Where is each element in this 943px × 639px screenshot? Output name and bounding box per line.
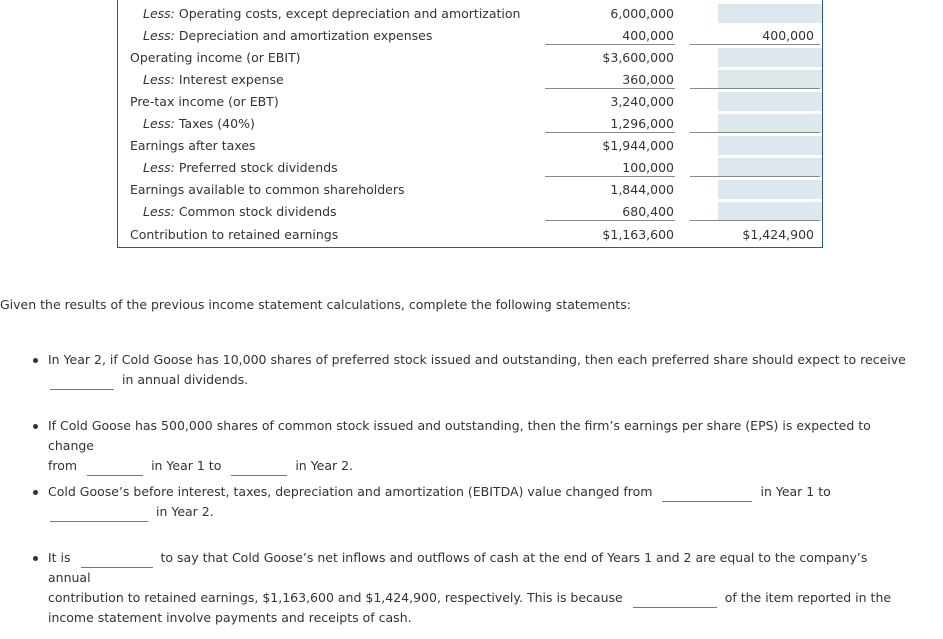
year2-input[interactable] bbox=[718, 136, 822, 155]
year2-input[interactable] bbox=[718, 70, 822, 89]
question-text: In Year 2, if Cold Goose has 10,000 shares of preferred stock issued and outstanding, then each preferred share should expect to receive bbox=[48, 352, 906, 367]
answer-blank-ebitda-year2[interactable] bbox=[50, 509, 148, 522]
answer-blank-preferred-dividend[interactable] bbox=[50, 377, 114, 390]
subtotal-line bbox=[690, 88, 820, 89]
row-label: Operating income (or EBIT) bbox=[130, 50, 301, 65]
subtotal-line bbox=[545, 132, 675, 133]
question-text: It is bbox=[48, 550, 71, 565]
subtotal-line bbox=[545, 88, 675, 89]
year1-value: 6,000,000 bbox=[610, 6, 674, 21]
subtotal-line bbox=[545, 220, 675, 221]
subtotal-line bbox=[545, 44, 675, 45]
question-text: Cold Goose’s before interest, taxes, depreciation and amortization (EBITDA) value changed from bbox=[48, 484, 653, 499]
year1-value: 400,000 bbox=[622, 28, 674, 43]
question-text: to say that Cold Goose’s net inflows and outflows of cash at the end of Years 1 and 2 are equal to the company’s annual bbox=[48, 550, 868, 585]
question-text: in annual dividends. bbox=[121, 372, 249, 387]
row-preferred-dividends bbox=[118, 156, 824, 178]
row-label: Pre-tax income (or EBT) bbox=[130, 94, 279, 109]
subtotal-line bbox=[690, 220, 820, 221]
year1-value: 360,000 bbox=[622, 72, 674, 87]
row-earnings-after-taxes bbox=[118, 134, 824, 156]
question-eps bbox=[48, 416, 908, 476]
instructions-text: Given the results of the previous income statement calculations, complete the following statements: bbox=[0, 297, 631, 312]
year2-value: 400,000 bbox=[762, 28, 814, 43]
row-label: Less: Preferred stock dividends bbox=[143, 160, 338, 175]
question-text: in Year 2. bbox=[155, 504, 214, 519]
year1-value: 3,240,000 bbox=[610, 94, 674, 109]
answer-blank-eps-year2[interactable] bbox=[231, 463, 287, 476]
row-label: Less: Common stock dividends bbox=[143, 204, 337, 219]
year2-input[interactable] bbox=[718, 114, 822, 133]
income-statement-table bbox=[117, 0, 823, 248]
row-interest bbox=[118, 68, 824, 90]
year1-value: $1,163,600 bbox=[602, 227, 674, 242]
answer-blank-correctness[interactable] bbox=[81, 555, 153, 568]
row-taxes bbox=[118, 112, 824, 134]
question-text: If Cold Goose has 500,000 shares of common stock issued and outstanding, then the firm’s earnings per share (EPS) is expected to change bbox=[48, 418, 871, 453]
year1-value: 680,400 bbox=[622, 204, 674, 219]
year2-input[interactable] bbox=[718, 158, 822, 177]
question-text: in Year 2. bbox=[295, 458, 354, 473]
row-earnings-common bbox=[118, 178, 824, 200]
question-text: income statement involve payments and receipts of cash. bbox=[48, 610, 412, 625]
subtotal-line bbox=[690, 44, 820, 45]
subtotal-line bbox=[545, 176, 675, 177]
year2-input[interactable] bbox=[718, 48, 822, 67]
row-label: Earnings available to common shareholders bbox=[130, 182, 405, 197]
year2-input[interactable] bbox=[718, 180, 822, 199]
row-operating-costs bbox=[118, 2, 824, 24]
question-preferred-dividend bbox=[48, 350, 908, 390]
row-depreciation bbox=[118, 24, 824, 46]
year1-value: 100,000 bbox=[622, 160, 674, 175]
question-text: contribution to retained earnings, $1,163,600 and $1,424,900, respectively. This is because bbox=[48, 590, 623, 605]
row-ebt bbox=[118, 90, 824, 112]
year2-value: $1,424,900 bbox=[742, 227, 814, 242]
question-text: in Year 1 to bbox=[151, 458, 222, 473]
year1-value: $3,600,000 bbox=[602, 50, 674, 65]
row-label: Contribution to retained earnings bbox=[130, 227, 339, 242]
row-retained-earnings bbox=[118, 223, 824, 245]
row-label: Less: Depreciation and amortization expenses bbox=[143, 28, 433, 43]
answer-blank-ebitda-year1[interactable] bbox=[662, 489, 752, 502]
row-label: Less: Taxes (40%) bbox=[143, 116, 255, 131]
row-label: Less: Operating costs, except depreciation and amortization bbox=[143, 6, 521, 21]
year2-input[interactable] bbox=[718, 92, 822, 111]
year1-value: $1,944,000 bbox=[602, 138, 674, 153]
row-ebit bbox=[118, 46, 824, 68]
year2-input[interactable] bbox=[718, 202, 822, 221]
subtotal-line bbox=[690, 176, 820, 177]
year2-input[interactable] bbox=[718, 4, 822, 23]
year1-value: 1,296,000 bbox=[610, 116, 674, 131]
row-common-dividends bbox=[118, 200, 824, 222]
row-label: Less: Interest expense bbox=[143, 72, 284, 87]
question-ebitda bbox=[48, 482, 908, 522]
answer-blank-eps-year1[interactable] bbox=[87, 463, 143, 476]
question-text: from bbox=[48, 458, 78, 473]
question-cash-flows bbox=[48, 548, 908, 628]
question-text: of the item reported in the bbox=[724, 590, 892, 605]
question-text: in Year 1 to bbox=[760, 484, 831, 499]
year1-value: 1,844,000 bbox=[610, 182, 674, 197]
subtotal-line bbox=[690, 132, 820, 133]
row-label: Earnings after taxes bbox=[130, 138, 256, 153]
answer-blank-reason[interactable] bbox=[633, 595, 717, 608]
